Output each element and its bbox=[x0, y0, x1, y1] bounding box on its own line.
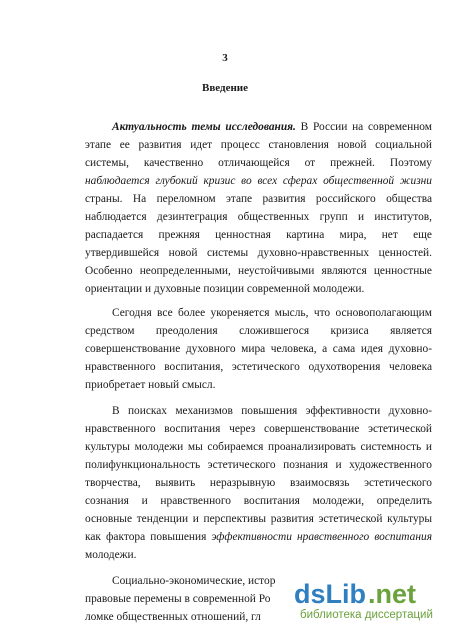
para3-line-9: молодежи. bbox=[85, 549, 137, 561]
page-number: 3 bbox=[222, 52, 228, 64]
para1-line-6: наблюдается дезинтеграция общественных групп и институтов, bbox=[85, 211, 432, 223]
dslib-logo-icon bbox=[294, 577, 439, 609]
para3-line-5: творчества, выявить неразрывную взаимосвязь эстетического bbox=[85, 477, 432, 489]
para1-line-2: этапе ее развития идет процесс становления новой социальной bbox=[85, 139, 432, 151]
watermark-caption: библиотека диссертаций bbox=[300, 609, 433, 621]
para1-line-8: утвердившейся новой системы духовно-нравственных ценностей. bbox=[85, 247, 432, 259]
para2-line-4: нравственного воспитания, эстетического одухотворения человека bbox=[85, 361, 432, 373]
para2-line-3: совершенствование духовного мира человека, а сама идея духовно- bbox=[85, 343, 432, 355]
para4-line-1: Социально-экономические, истор bbox=[112, 575, 276, 587]
para1-line-1: Актуальность темы исследования. В России на современном bbox=[112, 121, 432, 133]
para3-line-3: культуры молодежи мы собираемся проанализировать системность и bbox=[85, 441, 432, 453]
dslib-watermark[interactable] bbox=[286, 575, 444, 627]
para3-line-1: В поисках механизмов повышения эффективности духовно- bbox=[112, 405, 432, 417]
para3-line-8: как фактора повышения эффективности нравственного воспитания bbox=[85, 531, 432, 543]
para2-line-1: Сегодня все более укореняется мысль, что основополагающим bbox=[112, 307, 432, 319]
para1-line-4: наблюдается глубокий кризис во всех сферах общественной жизни bbox=[85, 175, 432, 187]
para1-line-10: ориентации и духовные позиции современной молодежи. bbox=[85, 283, 365, 295]
para1-line-7: распадается прежняя ценностная картина мира, нет еще bbox=[85, 229, 432, 241]
para3-line-7: основные тенденции и перспективы развития эстетической культуры bbox=[85, 513, 432, 525]
para3-line-6: сознания и нравственного воспитания молодежи, определить bbox=[85, 495, 432, 507]
para2-line-2: средством преодоления сложившегося кризиса является bbox=[85, 325, 432, 337]
para3-line-2: нравственного воспитания через совершенствование эстетической bbox=[85, 423, 432, 435]
para1-line-9: Особенно неопределенными, неустойчивыми являются ценностные bbox=[85, 265, 432, 277]
svg-text:.net: .net bbox=[368, 579, 417, 609]
para1-line-3: системы, качественно отличающейся от прежней. Поэтому bbox=[85, 157, 432, 169]
para1-line-5: страны. На переломном этапе развития российского общества bbox=[85, 193, 432, 205]
section-heading: Введение bbox=[201, 82, 249, 94]
svg-text:dsLib: dsLib bbox=[294, 579, 366, 609]
para3-line-4: полифункциональность эстетического познания и художественного bbox=[85, 459, 432, 471]
para2-line-5: приобретает новый смысл. bbox=[85, 379, 216, 391]
para4-line-2: правовые перемены в современной Ро bbox=[85, 593, 271, 605]
para4-line-3: ломке общественных отношений, гл bbox=[85, 611, 261, 623]
